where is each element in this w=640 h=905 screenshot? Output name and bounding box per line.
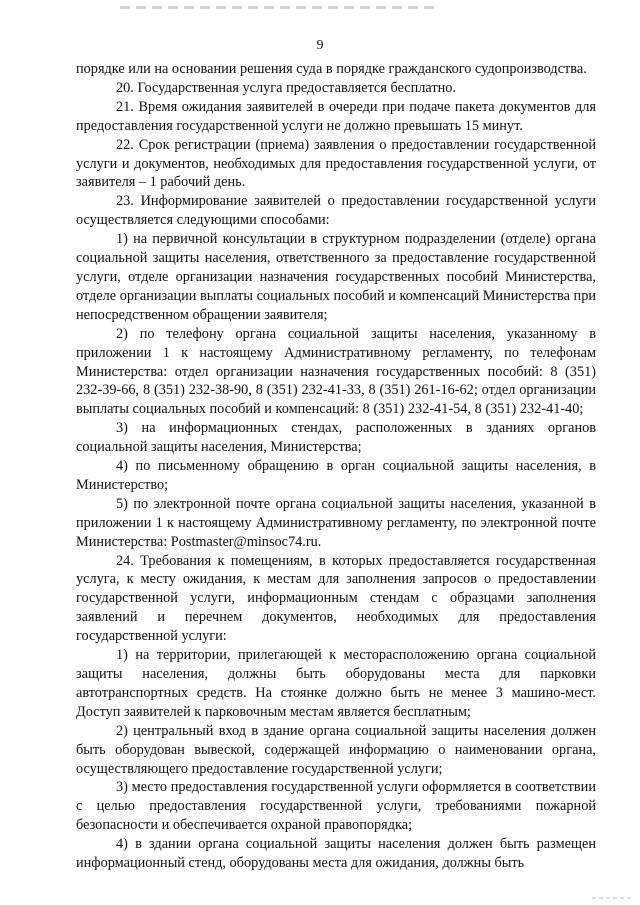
paragraph-item-24-3: 3) место предоставления государственной услуги оформляется в соответствии с целью предоставления государственной услуги, требованиями пожарной безопасности и обеспечивается охраной правопорядка; xyxy=(76,779,596,834)
paragraph-item-20: 20. Государственная услуга предоставляется бесплатно. xyxy=(116,79,456,96)
paragraph-item-23-1: 1) на первичной консультации в структурном подразделении (отделе) органа социальной защиты населения, ответственного за предоставление государственной услуги, отделе организации назначения государственных пособий Министерства, отделе организации выплаты социальных пособий и компенсаций Министерства при непосредственном обращении заявителя; xyxy=(76,231,596,323)
document-body xyxy=(76,60,596,873)
paragraph-item-23-4: 4) по письменному обращению в орган социальной защиты населения, в Министерство; xyxy=(76,458,596,493)
paragraph-item-23-2: 2) по телефону органа социальной защиты населения, указанному в приложении 1 к настоящему Административному регламенту, по телефонам Министерства: отдел организации назначения государственных пособий: 8 (351) 232-39-66, 8 (351) 232-38-90, 8 (351) 232-41-33, 8 (351) 261-16-62; отдел организации выплаты социальных пособий и компенсаций: 8 (351) 232-41-54, 8 (351) 232-41-40; xyxy=(76,325,596,418)
paragraph-item-21: 21. Время ожидания заявителей в очереди при подаче пакета документов для предоставления государственной услуги не должно превышать 15 минут. xyxy=(76,98,596,134)
scan-header-artifact xyxy=(120,6,440,9)
paragraph-item-24-2: 2) центральный вход в здание органа социальной защиты населения должен быть оборудован вывеской, содержащей информацию о наименовании органа, осуществляющего предоставление государственной услуги; xyxy=(76,722,596,777)
scan-corner-artifact xyxy=(592,897,632,899)
paragraph-item-24: 24. Требования к помещениям, в которых предоставляется государственная услуга, к месту ожидания, к местам для заполнения запросов о предоставлении государственной услуги, информационным стендам с образцами заполнения заявлений и перечнем документов, необходимых для предоставления государственной услуги: xyxy=(76,552,596,645)
paragraph-item-23-3: 3) на информационных стендах, расположенных в зданиях органов социальной защиты населения, Министерства; xyxy=(76,420,596,456)
paragraph-item-23-5: 5) по электронной почте органа социальной защиты населения, указанной в приложении 1 к настоящему Административному регламенту, по электронной почте Министерства: Postmaster@minsoc74.ru. xyxy=(76,495,596,550)
paragraph-continuation: порядке или на основании решения суда в порядке гражданского судопроизводства. xyxy=(76,61,587,77)
page-number: 9 xyxy=(316,38,324,53)
paragraph-item-22: 22. Срок регистрации (приема) заявления о предоставлении государственной услуги и документов, необходимых для предоставления государственной услуги, от заявителя – 1 рабочий день. xyxy=(76,136,596,191)
paragraph-item-23: 23. Информирование заявителей о предоставлении государственной услуги осуществляется следующими способами: xyxy=(76,193,596,229)
paragraph-item-24-1: 1) на территории, прилегающей к месторасположению органа социальной защиты населения, должны быть оборудованы места для парковки автотранспортных средств. На стоянке должно быть не менее 3 машино-мест. Доступ заявителей к парковочным местам является бесплатным; xyxy=(76,647,596,720)
paragraph-item-24-4: 4) в здании органа социальной защиты населения должен быть размещен информационный стенд, оборудованы места для ожидания, должны быть xyxy=(76,836,596,872)
